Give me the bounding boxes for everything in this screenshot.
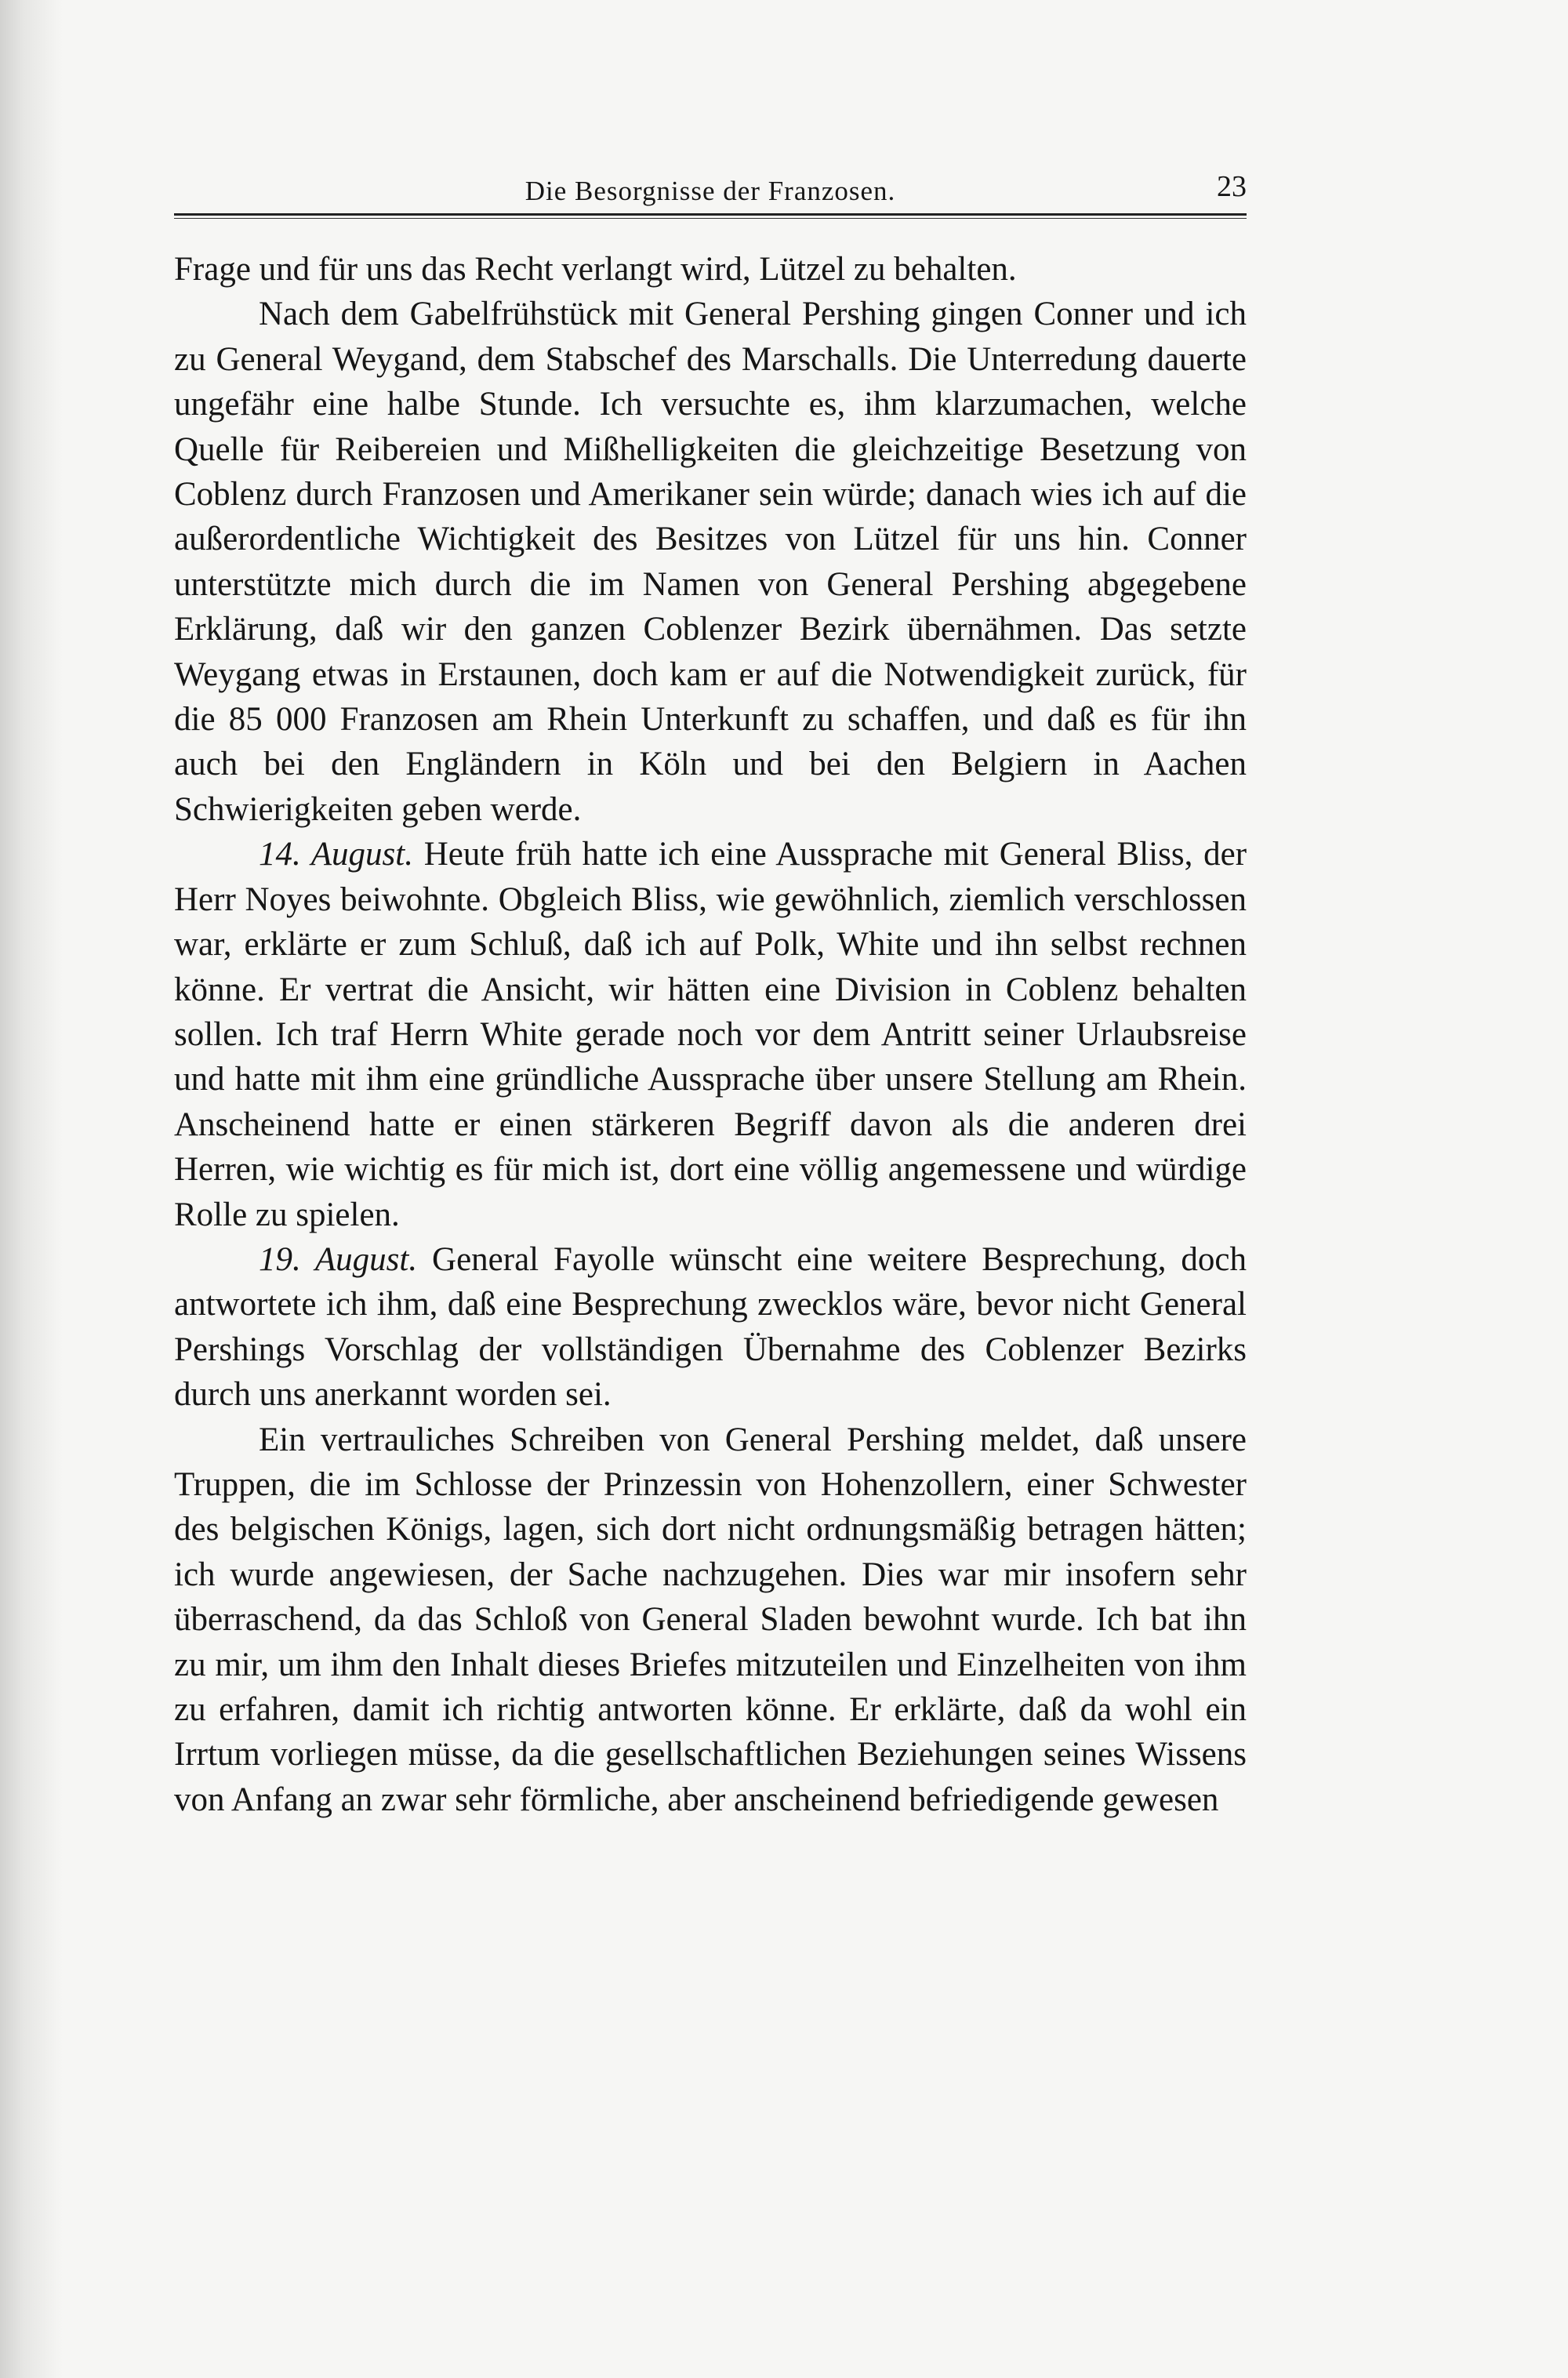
book-page (174, 165, 1247, 1822)
paragraph-19-august: 19. August. General Fayolle wünscht eine weitere Besprechung, doch antwortete ich ihm, daß eine Besprechung zwecklos wäre, bevor nicht General Pershings Vorschlag der vollständigen Übernahme des Coblenzer Bezirks durch uns anerkannt worden sei. (174, 1240, 1247, 1414)
paragraph-14-august: 14. August. Heute früh hatte ich eine Aussprache mit General Bliss, der Herr Noyes beiwohnte. Obgleich Bliss, wie gewöhnlich, ziemlich verschlossen war, erklärte er zum Schluß, daß ich auf Polk, White und ihn selbst rechnen könne. Er vertrat die Ansicht, wir hätten eine Division in Coblenz behalten sollen. Ich traf Herrn White gerade noch vor dem Antritt seiner Urlaubsreise und hatte mit ihm eine gründliche Aussprache über unsere Stellung am Rhein. Anscheinend hatte er einen stärkeren Begriff davon als die anderen drei Herren, wie wichtig es für mich ist, dort eine völlig angemessene und würdige Rolle zu spielen. (174, 836, 1247, 1233)
body-text (174, 247, 1247, 1822)
page-binding-shadow (0, 0, 63, 2378)
date-label: 19. August. (259, 1240, 418, 1278)
header-rule (174, 213, 1247, 219)
paragraph-continuation: Frage und für uns das Recht verlangt wird, Lützel zu behalten. (174, 251, 1017, 288)
running-title: Die Besorgnisse der Franzosen. (524, 176, 896, 206)
page-number: 23 (1217, 170, 1247, 203)
running-header (174, 165, 1247, 213)
paragraph-confidential-letter: Ein vertrauliches Schreiben von General Pershing meldet, daß unsere Truppen, die im Schlosse der Prinzessin von Hohenzollern, einer Schwester des belgischen Königs, lagen, sich dort nicht ordnungsmäßig betragen hätten; ich wurde angewiesen, der Sache nachzugehen. Dies war mir insofern sehr überraschend, da das Schloß von General Sladen bewohnt wurde. Ich bat ihn zu mir, um ihm den Inhalt dieses Briefes mitzuteilen und Einzelheiten von ihm zu erfahren, damit ich richtig antworten könne. Er erklärte, daß da wohl ein Irrtum vorliegen müsse, da die gesellschaftlichen Beziehungen seines Wissens von Anfang an zwar sehr förmliche, aber anscheinend befriedigende gewesen (174, 1421, 1247, 1818)
date-label: 14. August. (259, 836, 413, 873)
paragraph-weygand-meeting: Nach dem Gabelfrühstück mit General Pershing gingen Conner und ich zu General Weygand, dem Stabschef des Marschalls. Die Unterredung dauerte ungefähr eine halbe Stunde. Ich versuchte es, ihm klarzumachen, welche Quelle für Reibereien und Mißhelligkeiten die gleichzeitige Besetzung von Coblenz durch Franzosen und Amerikaner sein würde; danach wies ich auf die außerordentliche Wichtigkeit des Besitzes von Lützel für uns hin. Conner unterstützte mich durch die im Namen von General Pershing abgegebene Erklärung, daß wir den ganzen Coblenzer Bezirk übernähmen. Das setzte Weygang etwas in Erstaunen, doch kam er auf die Notwendigkeit zurück, für die 85 000 Franzosen am Rhein Unterkunft zu schaffen, und daß es für ihn auch bei den Engländern in Köln und bei den Belgiern in Aachen Schwierigkeiten geben werde. (174, 296, 1247, 828)
